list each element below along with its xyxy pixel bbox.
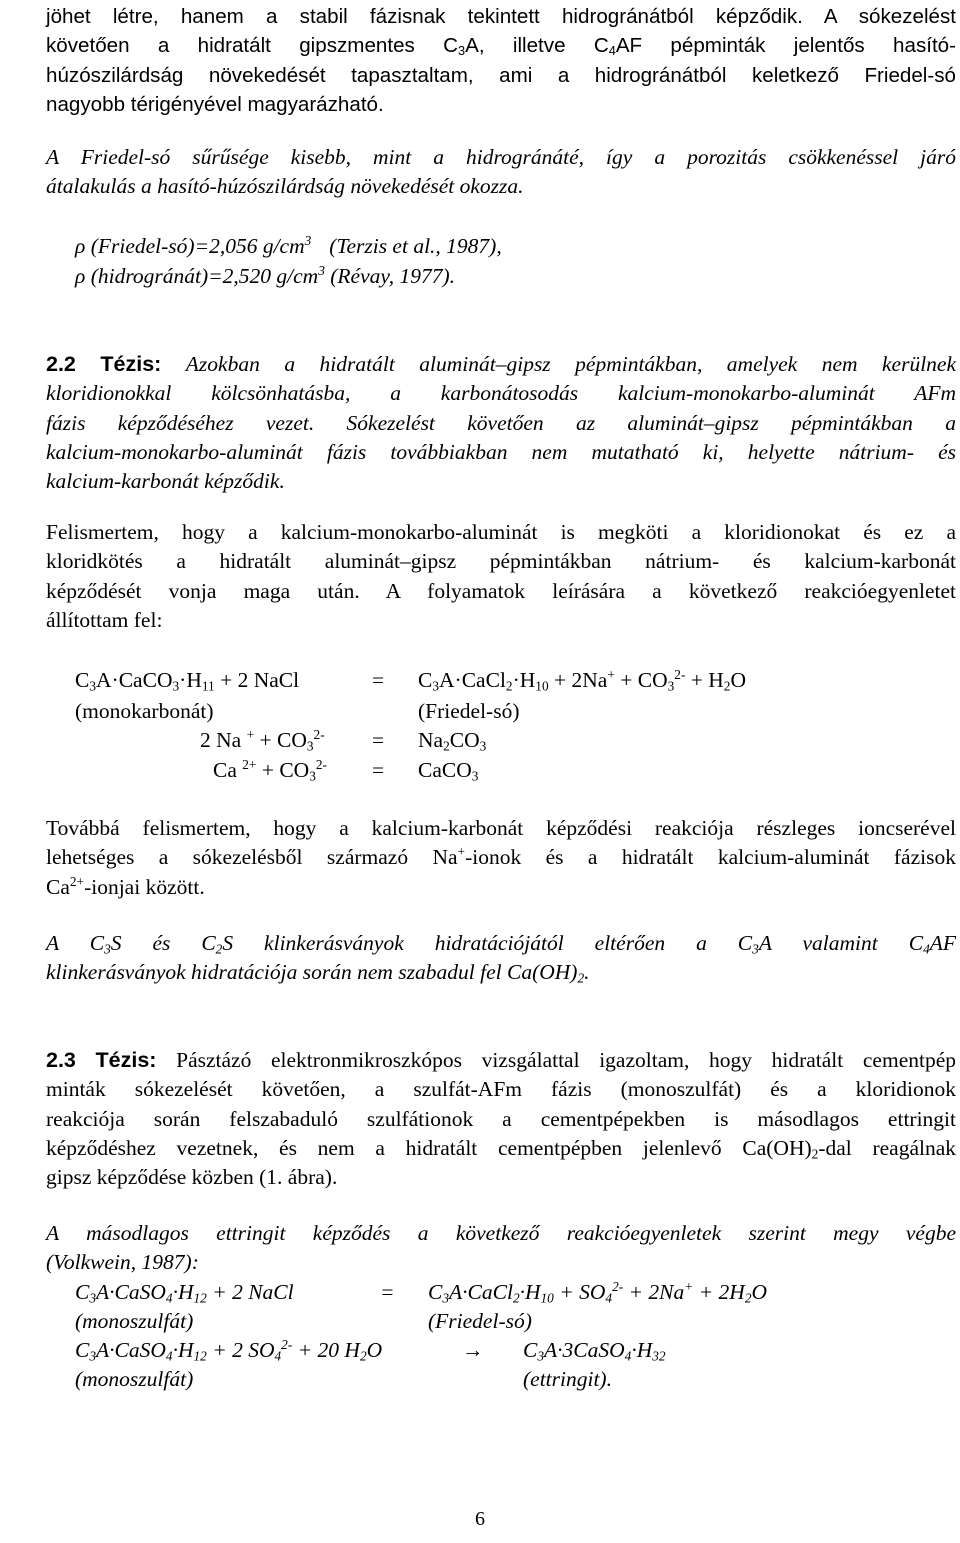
text-line: kalcium-monokarbo-aluminát fázis továbbiakban nem mutatható ki, helyette nátrium- és <box>46 439 956 464</box>
thesis-label: Tézis: <box>95 1048 157 1072</box>
ettringite-label: (ettringit). <box>523 1367 612 1391</box>
text-line: képződéshez vezetnek, és nem a hidratált cementpépben jelenlevő $Ca(OH)_2$-dal reagálnak <box>46 1135 957 1162</box>
text-line: lehetséges a sókezelésből származó Na+-ionok és a hidratált kalcium-aluminát fázisok <box>46 844 956 870</box>
density-paragraph <box>46 143 956 202</box>
text-line: képződését vonja maga után. A folyamatok leírására a következő reakcióegyenletet <box>46 578 956 603</box>
thesis-2-3 <box>46 1046 956 1192</box>
density-hydrogarnet: ρ (hidrogránát)=2,520 $g/cm^3$ (Révay, 1977). <box>75 263 456 288</box>
text-line: (Volkwein, 1987): <box>46 1250 199 1275</box>
text-line: gipsz képződése közben (1. ábra). <box>46 1165 338 1190</box>
text-line: követően a hidratált gipszmentes $C_3A$, illetve $C_4AF$ pépminták jelentős hasító- <box>46 34 956 59</box>
clinker-paragraph <box>46 929 956 988</box>
reaction-1-left: $C_3A\cdot CaCO_3\cdot H_{11} + 2$ NaCl <box>75 668 300 694</box>
text-line: Továbbá felismertem, hogy a kalcium-karbonát képződési reakciója részleges ioncserével <box>46 816 956 840</box>
thesis-label: Tézis: <box>100 352 162 376</box>
friedel-salt-label: (Friedel-só) <box>418 699 520 723</box>
ion-exchange-paragraph <box>46 814 956 902</box>
text-line: 2.3 Tézis: Pásztázó elektronmikroszkópos vizsgálattal igazoltam, hogy hidratált cementpép <box>46 1048 957 1072</box>
reaction-3-left: Ca $^{2+} + CO_3^{2-}$ <box>213 757 327 784</box>
reaction-5-left: $C_3A\cdot CaSO_4\cdot H_{12} + 2$ $SO_4^{2-} + 20$ $H_2O$ <box>75 1337 383 1364</box>
text-line: kloridkötés a hidratált aluminát–gipsz pépmintákban nátrium- és kalcium-karbonát <box>46 549 956 574</box>
reaction-4-equals: = <box>380 1280 395 1304</box>
monocarbonate-label: (monokarbonát) <box>75 699 214 723</box>
reaction-2-right: $Na_2CO_3$ <box>418 728 487 754</box>
intro-paragraph <box>46 2 956 119</box>
text-line: nagyobb térigényével magyarázható. <box>46 92 384 116</box>
text-line: kloridionokkal kölcsönhatásba, a karbonátosodás kalcium-monokarbo-aluminát AFm <box>46 381 956 406</box>
reaction-arrow: → <box>462 1338 484 1362</box>
reaction-2-equals: = <box>372 728 385 752</box>
text-line: A másodlagos ettringit képződés a következő reakcióegyenletek szerint megy végbe <box>46 1221 956 1245</box>
text-line: klinkerásványok hidratációja során nem szabadul fel $Ca(OH)_2$. <box>46 960 590 986</box>
reaction-1-equals: = <box>372 668 385 692</box>
reaction-4-right: $C_3A\cdot CaCl_2\cdot H_{10} + SO_4^{2-} + 2Na^+ + 2H_2O$ <box>428 1279 768 1306</box>
thesis-2-2 <box>46 350 956 496</box>
findings-paragraph <box>46 518 956 635</box>
text-line: húzószilárdság növekedését tapasztaltam, ami a hidrogránátból keletkező Friedel-só <box>46 63 956 87</box>
thesis-number: 2.2 <box>46 352 76 376</box>
text-line: kalcium-karbonát képződik. <box>46 469 285 494</box>
reaction-5-right: $C_3A\cdot 3CaSO_4\cdot H_{32}$ <box>523 1338 666 1364</box>
text-line: fázis képződéséhez vezet. Sókezelést követően az aluminát–gipsz pépmintákban a <box>46 410 956 435</box>
reaction-4-left: $C_3A\cdot CaSO_4\cdot H_{12} + 2$ NaCl <box>75 1280 294 1306</box>
text-line: átalakulás a hasító-húzószilárdság növekedését okozza. <box>46 174 524 199</box>
text-line: A Friedel-só sűrűsége kisebb, mint a hidrogránáté, így a porozitás csökkenéssel járó <box>46 145 956 169</box>
text-line: minták sókezelését követően, a szulfát-AFm fázis (monoszulfát) és a kloridionok <box>46 1077 956 1102</box>
friedel-salt-label: (Friedel-só) <box>428 1309 532 1333</box>
page-number: 6 <box>475 1508 485 1530</box>
monosulfate-label: (monoszulfát) <box>75 1367 194 1391</box>
text-line: reakciója során felszabaduló szulfátionok a cementpépekben is másodlagos ettringit <box>46 1106 956 1131</box>
thesis-number: 2.3 <box>46 1048 76 1072</box>
text-line: Felismertem, hogy a kalcium-monokarbo-aluminát is megköti a kloridionokat és ez a <box>46 520 956 544</box>
monosulfate-label: (monoszulfát) <box>75 1309 194 1333</box>
text-line: jöhet létre, hanem a stabil fázisnak tekintett hidrogránátból képződik. A sókezelést <box>46 5 956 28</box>
reaction-2-left: 2 Na $^+ + CO_3^{2-}$ <box>200 727 325 754</box>
text-line: A $C_3S$ és $C_2S$ klinkerásványok hidratációjától eltérően a $C_3A$ valamint $C_4AF$ <box>46 931 957 957</box>
reaction-3-right: CaCO$_3$ <box>418 758 479 784</box>
density-friedel-salt: ρ (Friedel-só)=2,056 $g/cm^3$ (Terzis et al., 1987), <box>75 233 502 258</box>
text-line: $Ca^{2+}$-ionjai között. <box>46 873 205 899</box>
text-line: 2.2 Tézis: Azokban a hidratált aluminát–gipsz pépmintákban, amelyek nem kerülnek <box>46 352 957 376</box>
ettringite-paragraph <box>46 1219 956 1278</box>
reaction-3-equals: = <box>372 758 385 782</box>
reaction-1-right: $C_3A\cdot CaCl_2\cdot H_{10} + 2Na^+ + CO_3^{2-} + H_2O$ <box>418 667 746 694</box>
text-line: állítottam fel: <box>46 607 163 632</box>
